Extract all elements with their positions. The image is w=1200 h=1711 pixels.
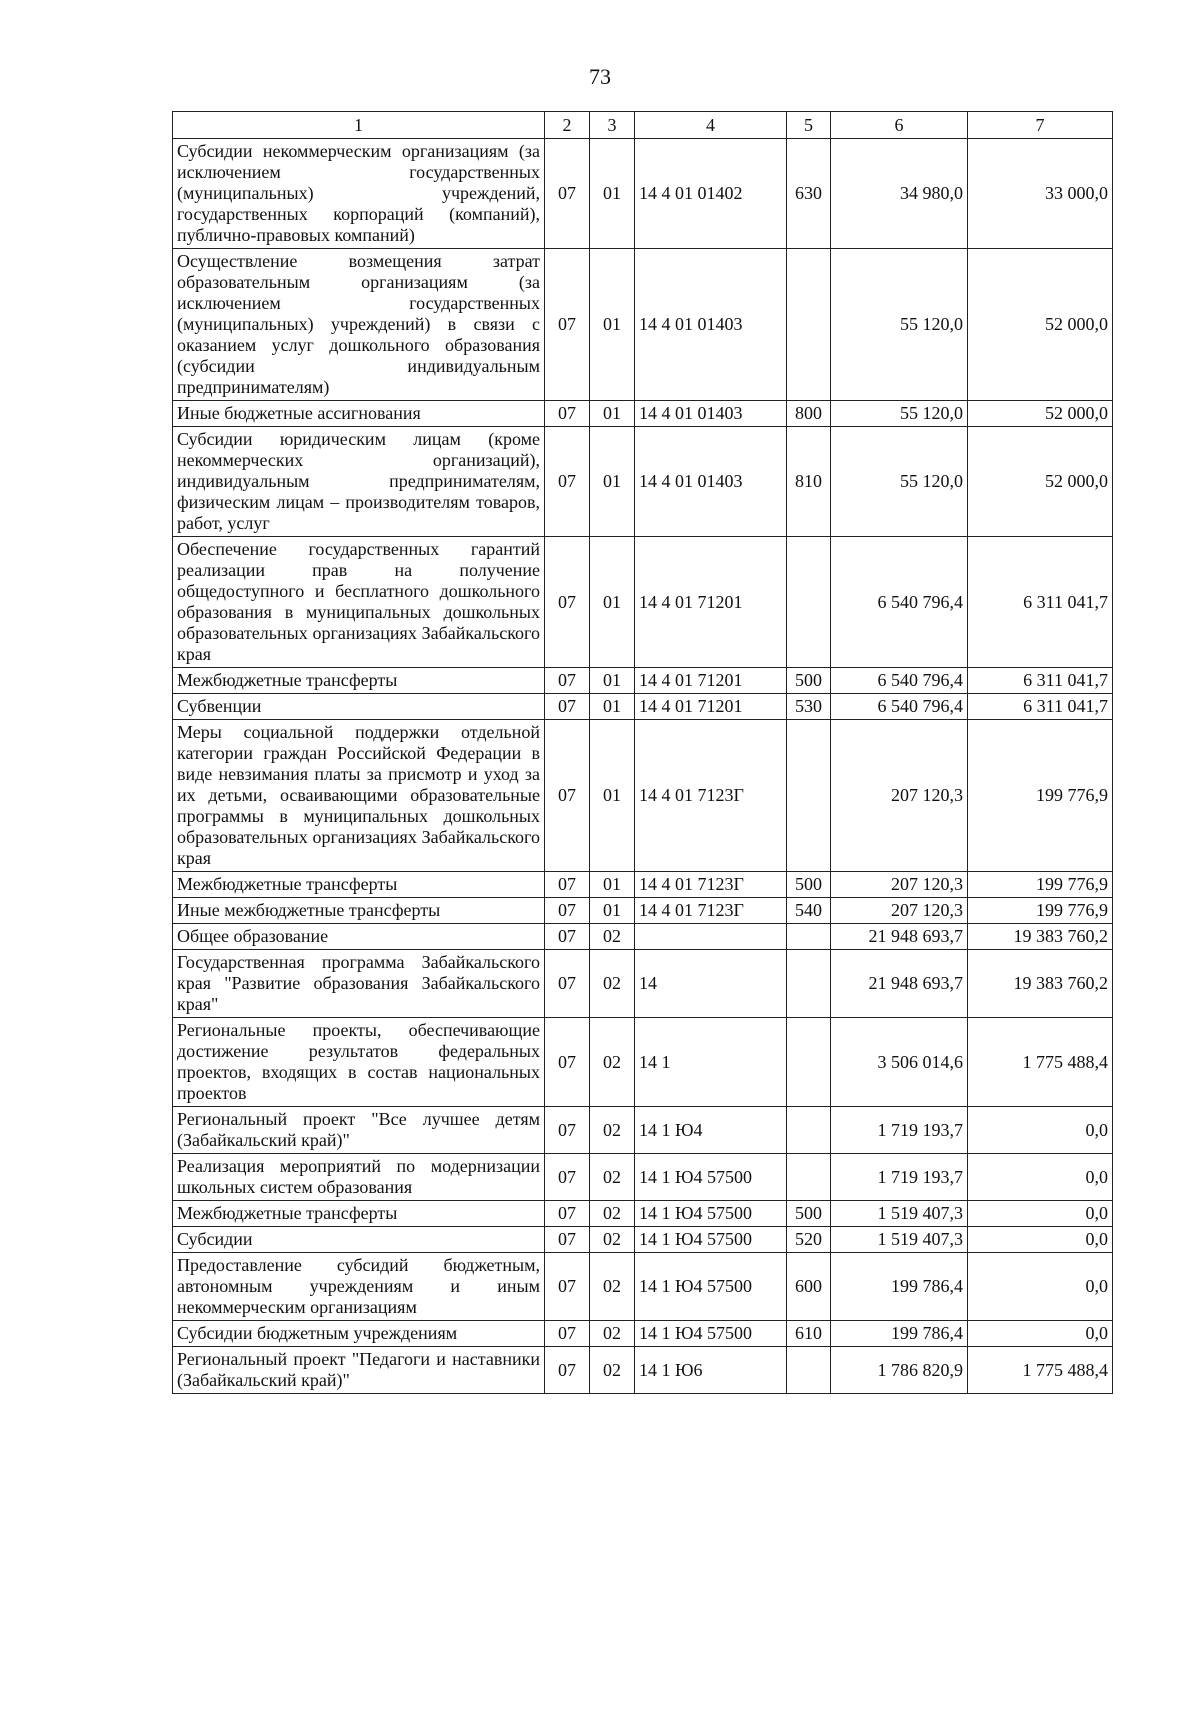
section-code-cell: 07	[545, 668, 590, 694]
target-article-cell: 14 4 01 7123Г	[635, 898, 787, 924]
amount-year1-cell: 6 540 796,4	[831, 668, 968, 694]
column-header: 3	[590, 112, 635, 139]
table-row	[173, 898, 1113, 924]
row-name-cell: Межбюджетные трансферты	[173, 668, 545, 694]
amount-year2-cell: 52 000,0	[968, 401, 1113, 427]
row-name-cell: Субсидии юридическим лицам (кроме некоммерческих организаций), индивидуальным предпринимателям, физическим лицам – производителям товаров, работ, услуг	[173, 427, 545, 537]
subsection-code-cell: 02	[590, 1253, 635, 1321]
amount-year2-cell: 19 383 760,2	[968, 950, 1113, 1018]
amount-year2-cell: 6 311 041,7	[968, 668, 1113, 694]
row-name-cell: Осуществление возмещения затрат образовательным организациям (за исключением государственных (муниципальных) учреждений) в связи с оказанием услуг дошкольного образования (субсидии индивидуальным предпринимателям)	[173, 249, 545, 401]
target-article-cell: 14 4 01 01403	[635, 427, 787, 537]
subsection-code-cell: 02	[590, 1107, 635, 1154]
table-row	[173, 249, 1113, 401]
section-code-cell: 07	[545, 720, 590, 872]
table-row	[173, 1347, 1113, 1394]
page-number: 73	[589, 64, 611, 89]
amount-year2-cell: 52 000,0	[968, 427, 1113, 537]
section-code-cell: 07	[545, 139, 590, 249]
amount-year1-cell: 6 540 796,4	[831, 694, 968, 720]
column-header: 1	[173, 112, 545, 139]
subsection-code-cell: 01	[590, 720, 635, 872]
section-code-cell: 07	[545, 694, 590, 720]
section-code-cell: 07	[545, 950, 590, 1018]
target-article-cell: 14 1 Ю4	[635, 1107, 787, 1154]
target-article-cell: 14	[635, 950, 787, 1018]
table-row	[173, 537, 1113, 668]
amount-year2-cell: 0,0	[968, 1253, 1113, 1321]
expense-type-cell	[787, 1347, 831, 1394]
target-article-cell: 14 1 Ю4 57500	[635, 1154, 787, 1201]
amount-year2-cell: 0,0	[968, 1107, 1113, 1154]
amount-year2-cell: 1 775 488,4	[968, 1347, 1113, 1394]
subsection-code-cell: 01	[590, 694, 635, 720]
amount-year2-cell: 0,0	[968, 1201, 1113, 1227]
subsection-code-cell: 01	[590, 872, 635, 898]
amount-year2-cell: 52 000,0	[968, 249, 1113, 401]
subsection-code-cell: 01	[590, 401, 635, 427]
amount-year1-cell: 21 948 693,7	[831, 924, 968, 950]
section-code-cell: 07	[545, 1018, 590, 1107]
expense-type-cell	[787, 249, 831, 401]
amount-year2-cell: 0,0	[968, 1321, 1113, 1347]
expense-type-cell: 500	[787, 872, 831, 898]
column-header: 4	[635, 112, 787, 139]
amount-year2-cell: 6 311 041,7	[968, 694, 1113, 720]
amount-year1-cell: 3 506 014,6	[831, 1018, 968, 1107]
expense-type-cell	[787, 537, 831, 668]
table-row	[173, 694, 1113, 720]
target-article-cell: 14 4 01 01403	[635, 401, 787, 427]
expense-type-cell: 500	[787, 1201, 831, 1227]
column-header: 2	[545, 112, 590, 139]
expense-type-cell: 630	[787, 139, 831, 249]
table-row	[173, 139, 1113, 249]
amount-year2-cell: 19 383 760,2	[968, 924, 1113, 950]
section-code-cell: 07	[545, 1154, 590, 1201]
table-row	[173, 1201, 1113, 1227]
amount-year1-cell: 1 519 407,3	[831, 1201, 968, 1227]
target-article-cell: 14 4 01 71201	[635, 668, 787, 694]
target-article-cell	[635, 924, 787, 950]
subsection-code-cell: 02	[590, 1018, 635, 1107]
table-row	[173, 950, 1113, 1018]
target-article-cell: 14 4 01 7123Г	[635, 720, 787, 872]
table-row	[173, 427, 1113, 537]
subsection-code-cell: 02	[590, 1154, 635, 1201]
section-code-cell: 07	[545, 872, 590, 898]
row-name-cell: Межбюджетные трансферты	[173, 872, 545, 898]
table-row	[173, 1018, 1113, 1107]
expense-type-cell: 800	[787, 401, 831, 427]
section-code-cell: 07	[545, 924, 590, 950]
amount-year2-cell: 0,0	[968, 1154, 1113, 1201]
row-name-cell: Субвенции	[173, 694, 545, 720]
expense-type-cell	[787, 1018, 831, 1107]
table-header-row	[173, 112, 1113, 139]
amount-year1-cell: 199 786,4	[831, 1253, 968, 1321]
amount-year2-cell: 1 775 488,4	[968, 1018, 1113, 1107]
amount-year1-cell: 207 120,3	[831, 898, 968, 924]
row-name-cell: Региональные проекты, обеспечивающие достижение результатов федеральных проектов, входящих в состав национальных проектов	[173, 1018, 545, 1107]
section-code-cell: 07	[545, 1227, 590, 1253]
column-header: 6	[831, 112, 968, 139]
expense-type-cell: 600	[787, 1253, 831, 1321]
row-name-cell: Иные бюджетные ассигнования	[173, 401, 545, 427]
subsection-code-cell: 02	[590, 1201, 635, 1227]
table-row	[173, 1154, 1113, 1201]
table-body	[173, 139, 1113, 1394]
expense-type-cell: 530	[787, 694, 831, 720]
section-code-cell: 07	[545, 537, 590, 668]
expense-type-cell	[787, 924, 831, 950]
expense-type-cell: 540	[787, 898, 831, 924]
subsection-code-cell: 02	[590, 924, 635, 950]
amount-year2-cell: 33 000,0	[968, 139, 1113, 249]
target-article-cell: 14 1	[635, 1018, 787, 1107]
table-row	[173, 1253, 1113, 1321]
row-name-cell: Обеспечение государственных гарантий реализации прав на получение общедоступного и бесплатного дошкольного образования в муниципальных дошкольных образовательных организациях Забайкальского края	[173, 537, 545, 668]
section-code-cell: 07	[545, 1321, 590, 1347]
row-name-cell: Предоставление субсидий бюджетным, автономным учреждениям и иным некоммерческим организациям	[173, 1253, 545, 1321]
row-name-cell: Меры социальной поддержки отдельной категории граждан Российской Федерации в виде невзимания платы за присмотр и уход за их детьми, осваивающими образовательные программы в муниципальных дошкольных образовательных организациях Забайкальского края	[173, 720, 545, 872]
column-header: 7	[968, 112, 1113, 139]
target-article-cell: 14 1 Ю6	[635, 1347, 787, 1394]
section-code-cell: 07	[545, 1347, 590, 1394]
target-article-cell: 14 4 01 7123Г	[635, 872, 787, 898]
expense-type-cell	[787, 950, 831, 1018]
amount-year1-cell: 55 120,0	[831, 427, 968, 537]
subsection-code-cell: 02	[590, 1321, 635, 1347]
amount-year2-cell: 199 776,9	[968, 898, 1113, 924]
subsection-code-cell: 02	[590, 1227, 635, 1253]
row-name-cell: Общее образование	[173, 924, 545, 950]
amount-year1-cell: 1 519 407,3	[831, 1227, 968, 1253]
table-row	[173, 1321, 1113, 1347]
expense-type-cell	[787, 1107, 831, 1154]
table-row	[173, 668, 1113, 694]
table-row	[173, 401, 1113, 427]
amount-year2-cell: 6 311 041,7	[968, 537, 1113, 668]
row-name-cell: Субсидии некоммерческим организациям (за исключением государственных (муниципальных) учреждений, государственных корпораций (компаний), публично-правовых компаний)	[173, 139, 545, 249]
subsection-code-cell: 02	[590, 1347, 635, 1394]
column-header: 5	[787, 112, 831, 139]
table-row	[173, 872, 1113, 898]
target-article-cell: 14 1 Ю4 57500	[635, 1321, 787, 1347]
row-name-cell: Государственная программа Забайкальского края "Развитие образования Забайкальского края"	[173, 950, 545, 1018]
expense-type-cell: 500	[787, 668, 831, 694]
table-row	[173, 924, 1113, 950]
section-code-cell: 07	[545, 898, 590, 924]
subsection-code-cell: 01	[590, 898, 635, 924]
subsection-code-cell: 02	[590, 950, 635, 1018]
amount-year2-cell: 0,0	[968, 1227, 1113, 1253]
expense-type-cell: 520	[787, 1227, 831, 1253]
row-name-cell: Субсидии	[173, 1227, 545, 1253]
table-row	[173, 720, 1113, 872]
amount-year1-cell: 199 786,4	[831, 1321, 968, 1347]
subsection-code-cell: 01	[590, 668, 635, 694]
amount-year1-cell: 1 786 820,9	[831, 1347, 968, 1394]
target-article-cell: 14 1 Ю4 57500	[635, 1201, 787, 1227]
row-name-cell: Региональный проект "Педагоги и наставники (Забайкальский край)"	[173, 1347, 545, 1394]
target-article-cell: 14 4 01 71201	[635, 537, 787, 668]
target-article-cell: 14 1 Ю4 57500	[635, 1227, 787, 1253]
amount-year1-cell: 21 948 693,7	[831, 950, 968, 1018]
row-name-cell: Региональный проект "Все лучшее детям (Забайкальский край)"	[173, 1107, 545, 1154]
row-name-cell: Реализация мероприятий по модернизации школьных систем образования	[173, 1154, 545, 1201]
section-code-cell: 07	[545, 1107, 590, 1154]
target-article-cell: 14 4 01 01402	[635, 139, 787, 249]
section-code-cell: 07	[545, 427, 590, 537]
amount-year1-cell: 34 980,0	[831, 139, 968, 249]
expense-type-cell	[787, 1154, 831, 1201]
table-row	[173, 1107, 1113, 1154]
row-name-cell: Межбюджетные трансферты	[173, 1201, 545, 1227]
amount-year1-cell: 1 719 193,7	[831, 1107, 968, 1154]
section-code-cell: 07	[545, 1253, 590, 1321]
amount-year1-cell: 55 120,0	[831, 401, 968, 427]
row-name-cell: Иные межбюджетные трансферты	[173, 898, 545, 924]
target-article-cell: 14 4 01 71201	[635, 694, 787, 720]
section-code-cell: 07	[545, 1201, 590, 1227]
section-code-cell: 07	[545, 249, 590, 401]
subsection-code-cell: 01	[590, 427, 635, 537]
subsection-code-cell: 01	[590, 139, 635, 249]
amount-year1-cell: 207 120,3	[831, 872, 968, 898]
amount-year1-cell: 1 719 193,7	[831, 1154, 968, 1201]
amount-year1-cell: 6 540 796,4	[831, 537, 968, 668]
amount-year2-cell: 199 776,9	[968, 872, 1113, 898]
subsection-code-cell: 01	[590, 249, 635, 401]
expense-type-cell	[787, 720, 831, 872]
amount-year1-cell: 207 120,3	[831, 720, 968, 872]
subsection-code-cell: 01	[590, 537, 635, 668]
section-code-cell: 07	[545, 401, 590, 427]
row-name-cell: Субсидии бюджетным учреждениям	[173, 1321, 545, 1347]
budget-table	[172, 111, 1113, 1394]
target-article-cell: 14 4 01 01403	[635, 249, 787, 401]
expense-type-cell: 810	[787, 427, 831, 537]
table-row	[173, 1227, 1113, 1253]
amount-year2-cell: 199 776,9	[968, 720, 1113, 872]
amount-year1-cell: 55 120,0	[831, 249, 968, 401]
expense-type-cell: 610	[787, 1321, 831, 1347]
target-article-cell: 14 1 Ю4 57500	[635, 1253, 787, 1321]
